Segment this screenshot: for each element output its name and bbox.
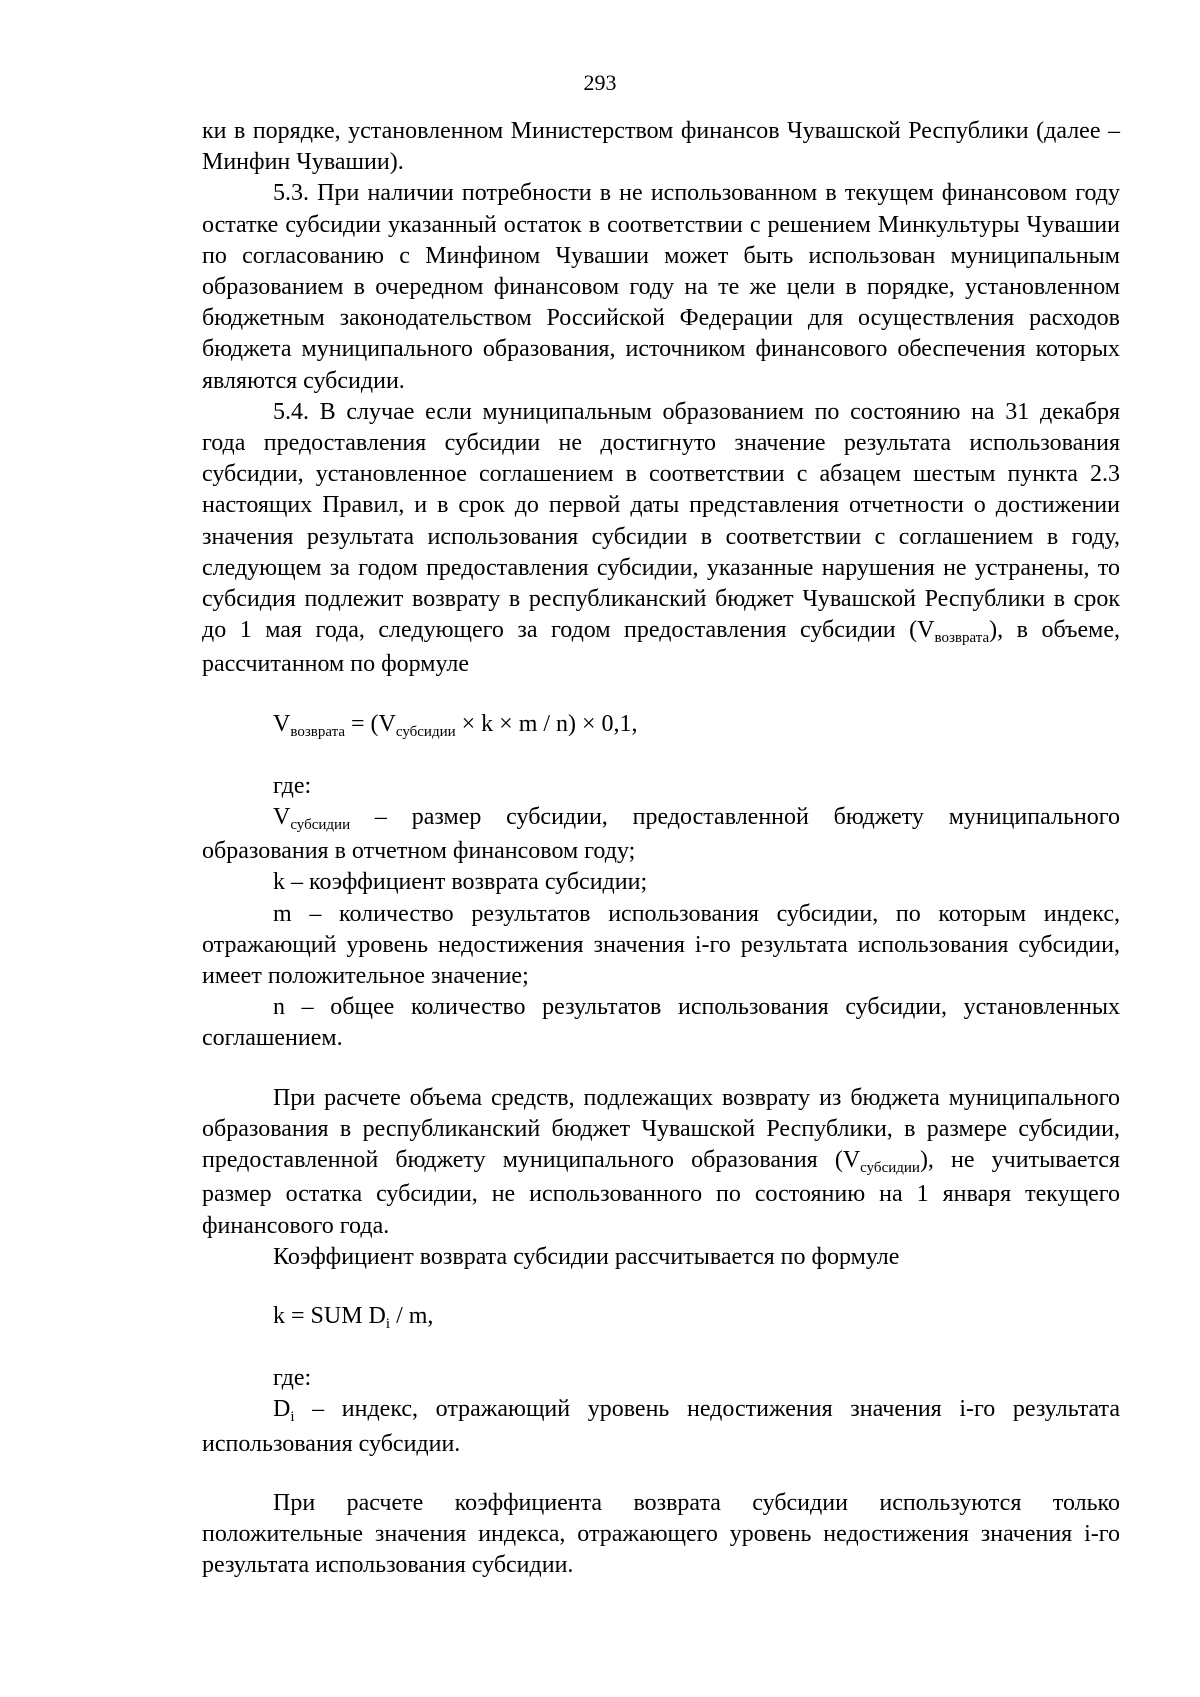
spacer (202, 681, 1120, 709)
spacer (202, 1273, 1120, 1301)
paragraph-5-4-text-end: ), в объеме, рассчитанном по формуле (202, 617, 1120, 678)
definition-n: n – общее количество результатов использования субсидии, установленных соглашением. (202, 994, 1120, 1052)
formula-part: × k × m / n) × 0,1, (455, 710, 638, 737)
paragraph-5-3: 5.3. При наличии потребности в не использованном в текущем финансовом году остатке субсидии указанный остаток в соответствии с решением Минкультуры Чувашии по согласованию с Минфином Чувашии может быть использован муниципальным образованием в очередном финансовом году на те же цели в порядке, установленном бюджетным законодательством Российской Федерации для осуществления расходов бюджета муниципального образования, источником финансового обеспечения которых являются субсидии. (202, 180, 1120, 394)
subscript: возврата (934, 630, 990, 647)
paragraph-positive-values: При расчете коэффициента возврата субсидии используются только положительные значения индекса, отражающего уровень недостижения значения i-го результата использования субсидии. (202, 1489, 1120, 1579)
spacer (202, 1460, 1120, 1488)
definition-text: – индекс, отражающий уровень недостижения значения i-го результата использования субсидии. (202, 1396, 1120, 1457)
spacer (202, 743, 1120, 771)
subscript: субсидии (860, 1160, 920, 1177)
paragraph-coefficient-intro: Коэффициент возврата субсидии рассчитывается по формуле (273, 1243, 900, 1270)
paragraph-5-4 (202, 397, 1120, 681)
definition-k: k – коэффициент возврата субсидии; (273, 869, 648, 896)
subscript: субсидии (290, 817, 351, 834)
paragraph-5-4-text: 5.4. В случае если муниципальным образованием по состоянию на 31 декабря года предоставления субсидии не достигнуто значение результата использования субсидии, установленное соглашением в соответствии с абзацем шестым пункта 2.3 настоящих Правил, и в срок до первой даты представления отчетности о достижении значения результата использования субсидии в соответствии с соглашением в году, следующем за годом предоставления субсидии, указанные нарушения не устранены, то субсидия подлежит возврату в республиканский бюджет Чувашской Республики в срок до 1 мая года, следующего за годом предоставления субсидии (V (202, 398, 1120, 644)
paragraph-text: При расчете объема средств, подлежащих возврату из бюджета муниципального образования в республиканский бюджет Чувашской Республики, в размере субсидии, предоставленной бюджету муниципального образования (V (202, 1084, 1120, 1174)
spacer (202, 1335, 1120, 1363)
definition-v-subsidy (202, 802, 1120, 867)
formula-part: = (V (345, 710, 396, 737)
where-label: где: (273, 772, 312, 799)
document-body (202, 116, 1120, 1581)
subscript: i (290, 1409, 295, 1426)
formula-coefficient (202, 1301, 1120, 1335)
subscript: i (385, 1315, 391, 1332)
paragraph-calculation-note (202, 1083, 1120, 1242)
formula-return-volume (202, 709, 1120, 743)
subscript: субсидии (395, 723, 456, 740)
formula-part: / m, (390, 1302, 434, 1329)
paragraph-continuation: ки в порядке, установленном Министерством финансов Чувашской Республики (далее – Минфин Чувашии). (202, 118, 1120, 176)
definition-m: m – количество результатов использования субсидии, по которым индекс, отражающий уровень недостижения значения i-го результата использования субсидии, имеет положительное значение; (202, 900, 1120, 990)
where-label: где: (273, 1365, 312, 1392)
definition-text: – размер субсидии, предоставленной бюджету муниципального образования в отчетном финансовом году; (202, 804, 1120, 865)
formula-part: k = SUM D (273, 1302, 386, 1329)
spacer (202, 1055, 1120, 1083)
formula-symbol: V (273, 710, 291, 737)
formula-symbol: V (273, 804, 291, 831)
definition-d-index (202, 1394, 1120, 1459)
subscript: возврата (290, 723, 345, 740)
page-number: 293 (583, 70, 617, 95)
paragraph-text-end: ), не учитывается размер остатка субсидии, не использованного по состоянию на 1 января текущего финансового года. (202, 1147, 1120, 1239)
formula-symbol: D (273, 1396, 291, 1423)
